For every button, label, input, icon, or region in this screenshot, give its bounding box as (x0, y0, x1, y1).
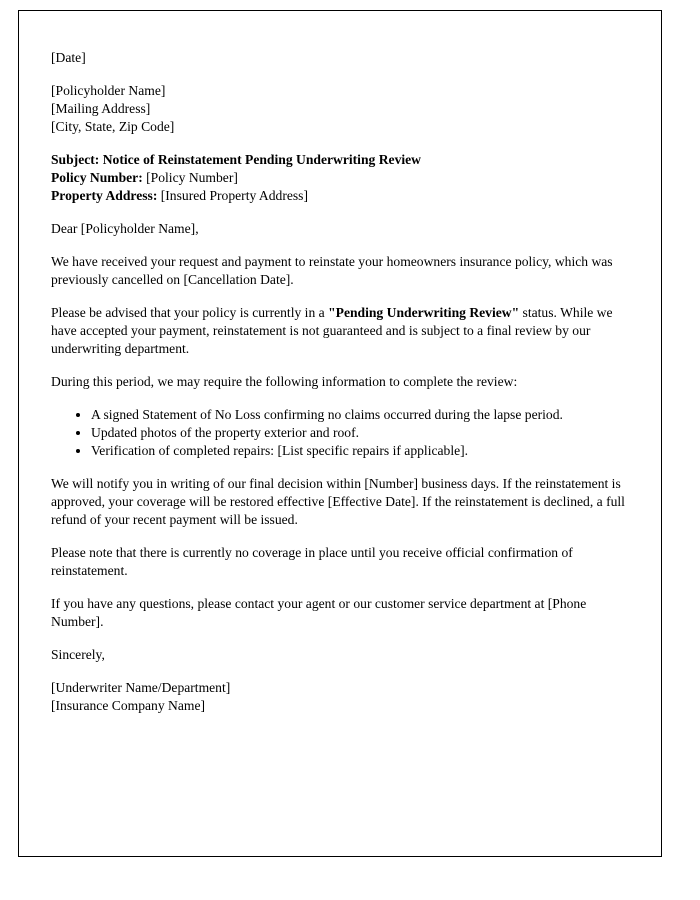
signature-name: [Underwriter Name/Department] (51, 680, 231, 695)
letter-page (18, 10, 662, 857)
paragraph-received: We have received your request and payment to reinstate your homeowners insurance policy, which was previously cancelled on [Cancellation Date]. (51, 254, 613, 287)
policy-number-value: [Policy Number] (142, 170, 238, 185)
paragraph-advised-before: Please be advised that your policy is currently in a (51, 305, 329, 320)
recipient-address: [Mailing Address] (51, 101, 151, 116)
paragraph-during: During this period, we may require the following information to complete the review: (51, 374, 518, 389)
paragraph-notify: We will notify you in writing of our final decision within [Number] business days. If the reinstatement is approved, your coverage will be restored effective [Effective Date]. If the reinstatement is declined, a full refund of your recent payment will be issued. (51, 476, 625, 527)
requirements-list (51, 406, 629, 460)
paragraph-questions: If you have any questions, please contact your agent or our customer service department at [Phone Number]. (51, 596, 587, 629)
recipient-block (51, 82, 629, 136)
subject-block (51, 151, 629, 205)
letter-date: [Date] (51, 50, 86, 65)
policy-number-line (51, 169, 629, 187)
salutation: Dear [Policyholder Name], (51, 221, 199, 236)
paragraph-advised-bold: "Pending Underwriting Review" (328, 305, 520, 320)
closing: Sincerely, (51, 647, 105, 662)
policy-number-label: Policy Number: (51, 170, 143, 185)
paragraph-advised (51, 304, 629, 358)
list-item: • Updated photos of the property exterior and roof. (91, 424, 629, 442)
recipient-name: [Policyholder Name] (51, 83, 166, 98)
list-item: • Verification of completed repairs: [List specific repairs if applicable]. (91, 442, 629, 460)
subject-line: Subject: Notice of Reinstatement Pending Underwriting Review (51, 152, 421, 167)
paragraph-advised-after: status. While we have accepted your payment, reinstatement is not guaranteed and is subject to a final review by our underwriting department. (51, 305, 613, 356)
list-item: • A signed Statement of No Loss confirming no claims occurred during the lapse period. (91, 406, 629, 424)
property-address-label: Property Address: (51, 188, 158, 203)
property-address-line (51, 187, 629, 205)
paragraph-no-coverage: Please note that there is currently no coverage in place until you receive official confirmation of reinstatement. (51, 545, 573, 578)
signature-block (51, 679, 629, 715)
recipient-city-state-zip: [City, State, Zip Code] (51, 119, 175, 134)
property-address-value: [Insured Property Address] (157, 188, 308, 203)
signature-company: [Insurance Company Name] (51, 698, 206, 713)
